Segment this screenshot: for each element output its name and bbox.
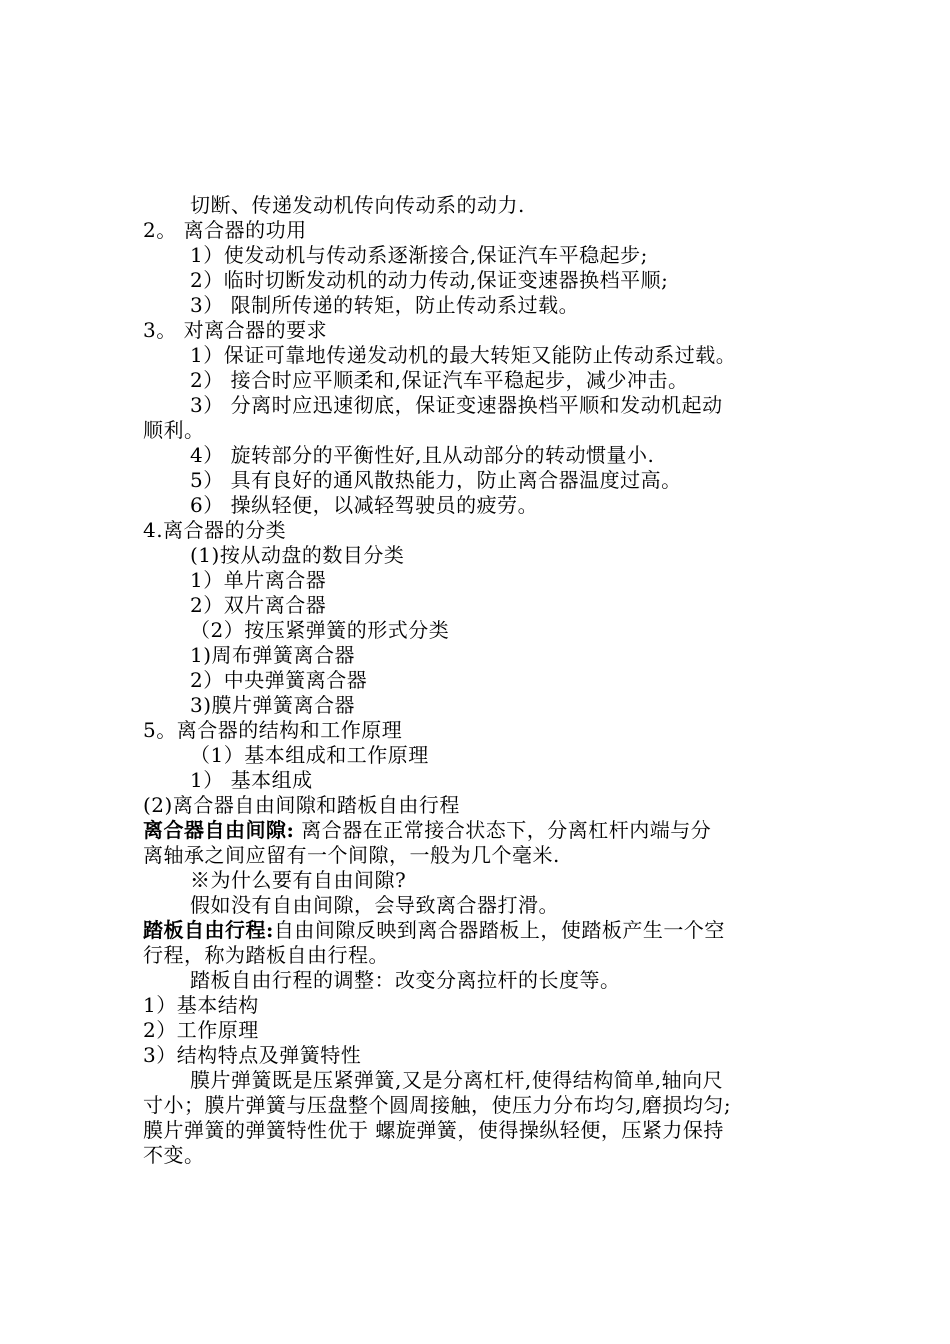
- list-item: 1）单片离合器: [190, 568, 327, 592]
- section-heading: 2。 离合器的功用: [143, 218, 307, 242]
- text-line: 膜片弹簧既是压紧弹簧,又是分离杠杆,使得结构简单,轴向尺: [190, 1068, 724, 1092]
- definition-line: [143, 917, 725, 943]
- text-line: 假如没有自由间隙，会导致离合器打滑。: [190, 893, 559, 917]
- list-item: 3)膜片弹簧离合器: [190, 693, 356, 717]
- text-line: 膜片弹簧的弹簧特性优于 螺旋弹簧，使得操纵轻便，压紧力保持: [143, 1118, 724, 1142]
- text-line: 离轴承之间应留有一个间隙，一般为几个毫米.: [143, 843, 560, 867]
- text-line: 行程，称为踏板自由行程。: [143, 943, 389, 967]
- list-item: 3）结构特点及弹簧特性: [143, 1043, 362, 1067]
- list-item: 2） 接合时应平顺柔和,保证汽车平稳起步，减少冲击。: [190, 368, 689, 392]
- list-item: 3） 限制所传递的转矩，防止传动系过载。: [190, 293, 580, 317]
- list-item: 1）保证可靠地传递发动机的最大转矩又能防止传动系过载。: [190, 343, 737, 367]
- subsection-heading: （2）按压紧弹簧的形式分类: [190, 618, 450, 642]
- text-line: 寸小；膜片弹簧与压盘整个圆周接触，使压力分布均匀,磨损均匀;: [143, 1093, 732, 1117]
- list-item: 5） 具有良好的通风散热能力，防止离合器温度过高。: [190, 468, 682, 492]
- list-item: 4） 旋转部分的平衡性好,且从动部分的转动惯量小.: [190, 443, 655, 467]
- subsection-heading: (1)按从动盘的数目分类: [190, 543, 405, 567]
- text-line: ※为什么要有自由间隙?: [190, 868, 407, 892]
- section-heading: 5。离合器的结构和工作原理: [143, 718, 403, 742]
- list-item: 1)周布弹簧离合器: [190, 643, 356, 667]
- list-item: 6） 操纵轻便，以减轻驾驶员的疲劳。: [190, 493, 539, 517]
- list-item: 2）中央弹簧离合器: [190, 668, 368, 692]
- text-line: 切断、传递发动机传向传动系的动力.: [190, 193, 525, 217]
- list-item: 2）工作原理: [143, 1018, 259, 1042]
- list-item: 1） 基本组成: [190, 768, 313, 792]
- term-clutch-free-gap: 离合器自由间隙:: [143, 818, 295, 842]
- list-item: 1）使发动机与传动系逐渐接合,保证汽车平稳起步;: [190, 243, 648, 267]
- text-line: 顺利。: [143, 418, 205, 442]
- term-pedal-free-travel: 踏板自由行程:: [143, 918, 274, 942]
- section-heading: 4.离合器的分类: [143, 518, 287, 542]
- subsection-heading: （1）基本组成和工作原理: [190, 743, 429, 767]
- section-heading: 3。 对离合器的要求: [143, 318, 328, 342]
- list-item: 2）临时切断发动机的动力传动,保证变速器换档平顺;: [190, 268, 669, 292]
- definition-line: [143, 817, 711, 843]
- definition-text: 离合器在正常接合状态下，分离杠杆内端与分: [294, 818, 712, 842]
- list-item: 2）双片离合器: [190, 593, 327, 617]
- list-item: 1）基本结构: [143, 993, 259, 1017]
- definition-text: 自由间隙反映到离合器踏板上，使踏板产生一个空: [273, 918, 725, 942]
- text-line: 踏板自由行程的调整：改变分离拉杆的长度等。: [190, 968, 621, 992]
- text-line: 不变。: [143, 1143, 205, 1167]
- subsection-heading: (2)离合器自由间隙和踏板自由行程: [143, 793, 460, 817]
- list-item: 3） 分离时应迅速彻底，保证变速器换档平顺和发动机起动: [190, 393, 723, 417]
